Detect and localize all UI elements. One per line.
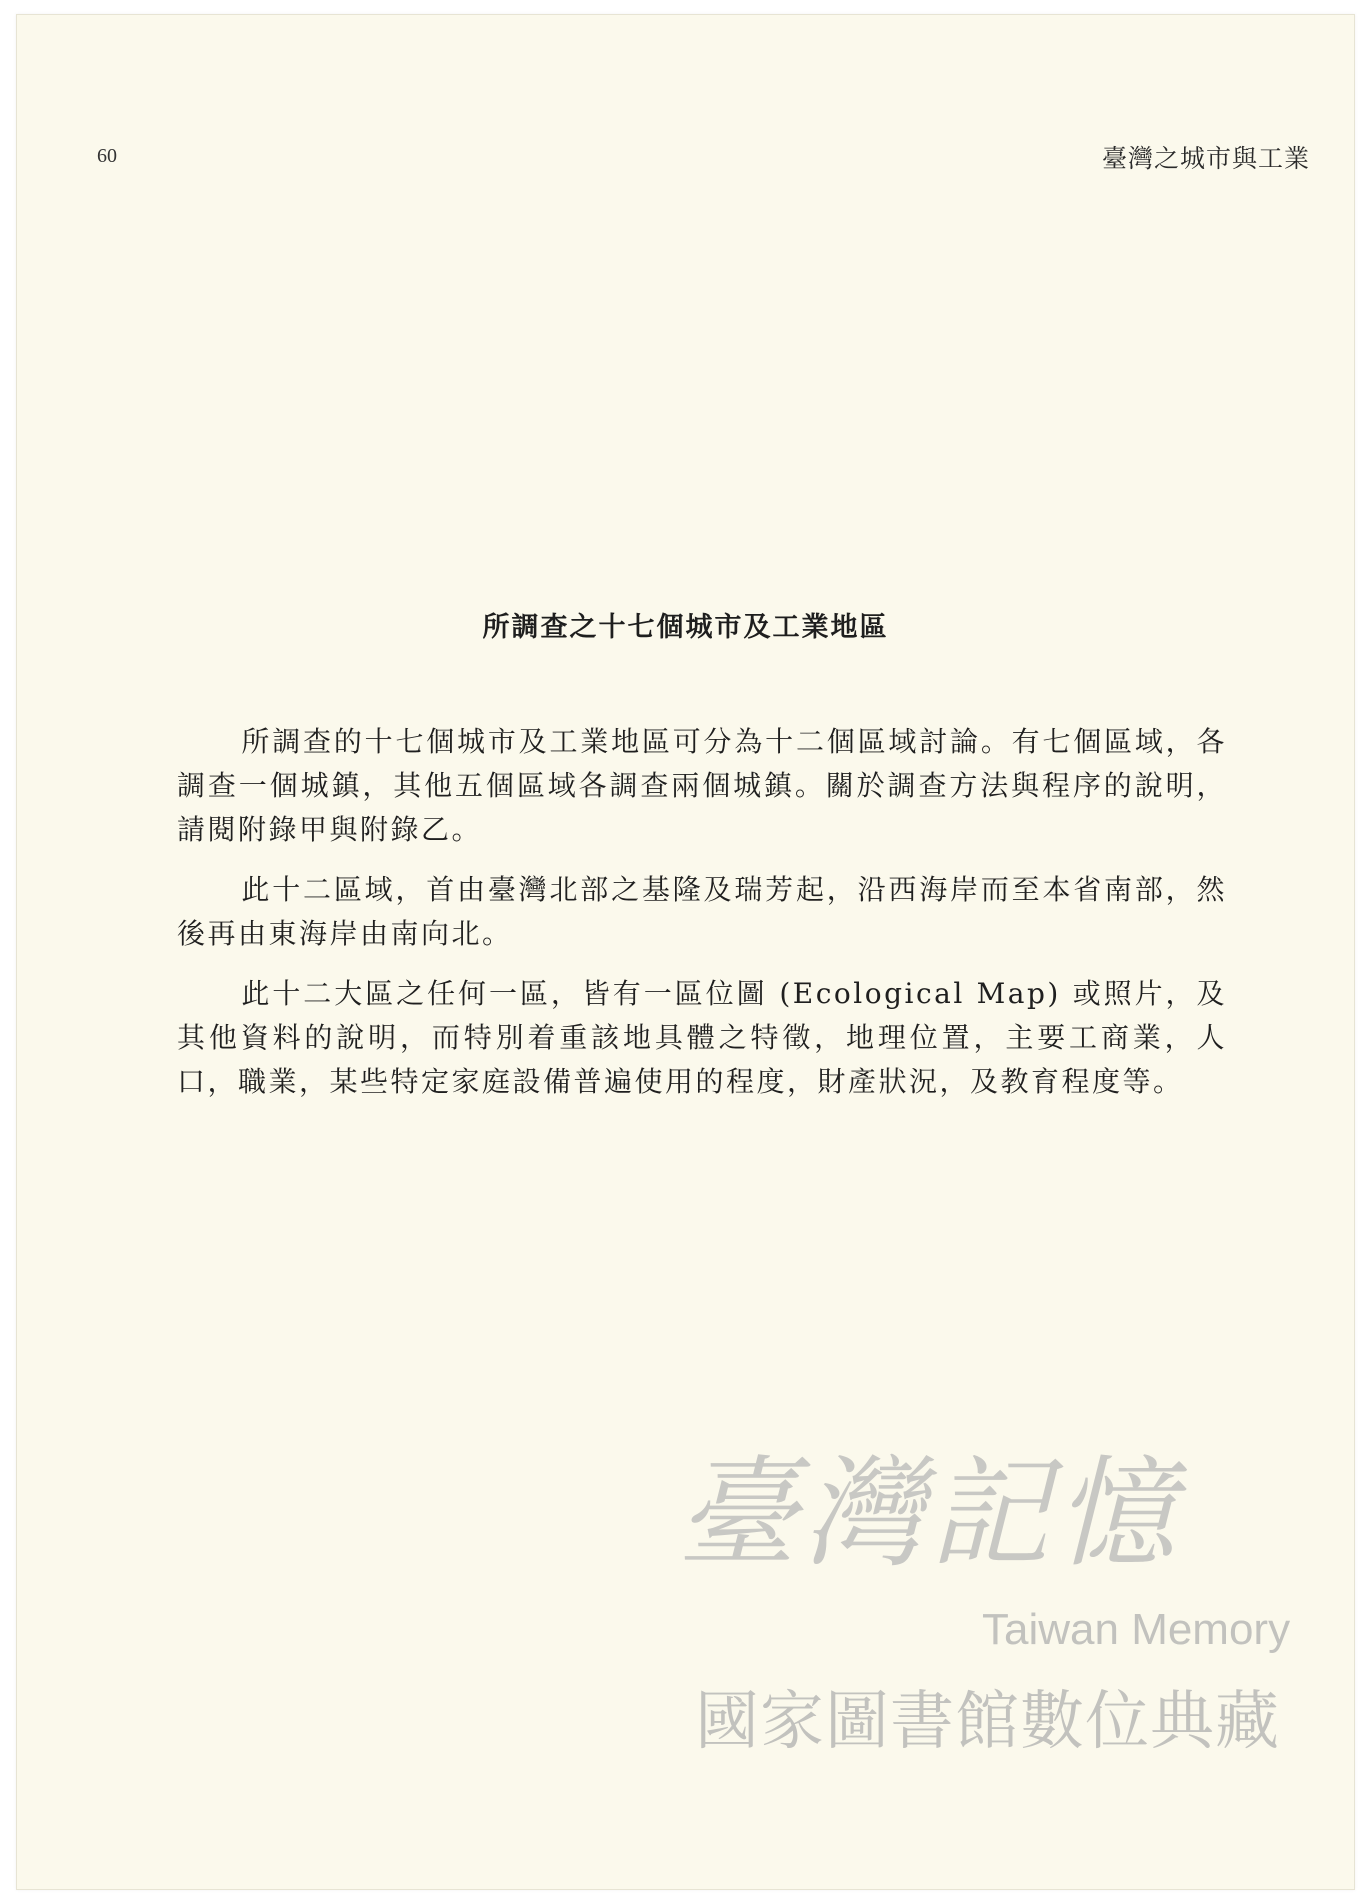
- document-page: [16, 14, 1355, 1890]
- paragraph-1: 所調查的十七個城市及工業地區可分為十二個區域討論。有七個區域，各調查一個城鎮，其他五個區域各調查兩個城鎮。關於調查方法與程序的說明，請閱附錄甲與附錄乙。: [177, 725, 1227, 846]
- page-number: 60: [97, 145, 117, 167]
- watermark-script: 臺灣記憶: [677, 1445, 1181, 1584]
- paragraph-2: 此十二區域，首由臺灣北部之基隆及瑞芳起，沿西海岸而至本省南部，然後再由東海岸由南向北。: [177, 873, 1227, 950]
- watermark-english: Taiwan Memory: [982, 1605, 1291, 1654]
- section-title: 所調查之十七個城市及工業地區: [482, 612, 889, 643]
- watermark: [677, 1445, 1297, 1775]
- watermark-organization: 國家圖書館數位典藏: [695, 1685, 1280, 1759]
- running-head: 臺灣之城市與工業: [1101, 144, 1310, 173]
- body-text: [177, 720, 1227, 1120]
- paragraph-3: 此十二大區之任何一區，皆有一區位圖 (Ecological Map) 或照片，及其他資料的說明，而特別着重該地具體之特徵，地理位置，主要工商業，人口，職業，某些特定家庭設備普遍使用的程度，財產狀況，及教育程度等。: [177, 977, 1227, 1098]
